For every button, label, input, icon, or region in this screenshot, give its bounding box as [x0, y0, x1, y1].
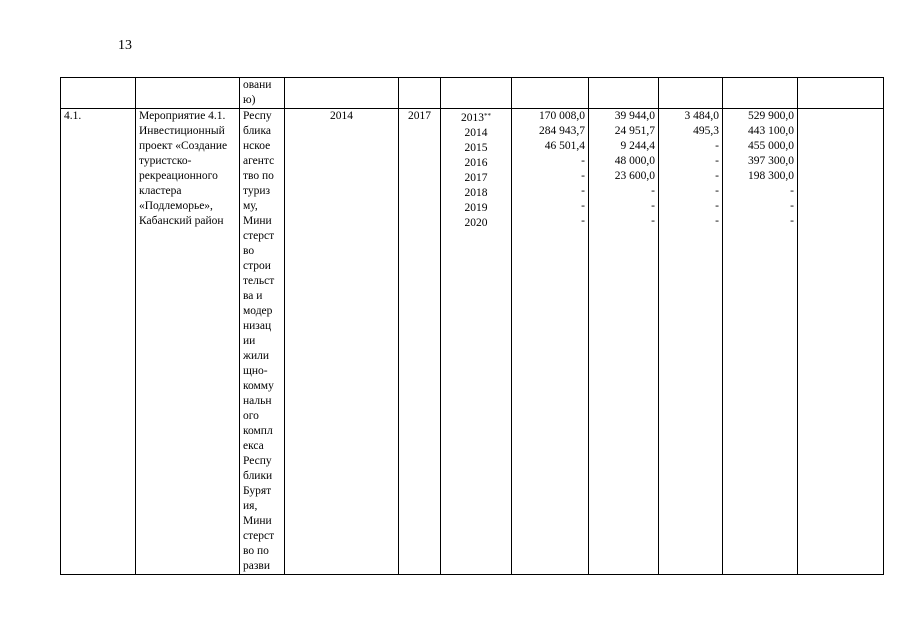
value-cell: 24 951,7 — [614, 125, 655, 137]
value-cell: 495,3 — [693, 125, 719, 137]
year-footnote-mark: ** — [484, 112, 491, 120]
value-cell: - — [715, 155, 719, 167]
cont-responsible-text: овани ю) — [243, 79, 272, 106]
value-cell: - — [715, 215, 719, 227]
extra-cell — [798, 109, 884, 575]
col-a-cell — [512, 109, 589, 575]
value-cell: - — [581, 185, 585, 197]
value-cell: - — [715, 185, 719, 197]
year-value: 2018 — [464, 187, 488, 199]
year-value: 2015 — [464, 142, 488, 154]
cont-years-cell — [441, 78, 512, 109]
year-list — [444, 109, 508, 231]
value-cell: 529 900,0 — [748, 110, 794, 122]
value-cell: - — [581, 155, 585, 167]
year-entry — [444, 126, 508, 141]
years-cell — [441, 109, 512, 575]
measure-row — [61, 109, 884, 575]
cont-col-a-cell — [512, 78, 589, 109]
value-cell: - — [651, 185, 655, 197]
year-entry — [444, 201, 508, 216]
measure-name: Мероприятие 4.1. Инвестиционный проект «Создание туристско- рекреационного кластера «Подлеморье», Кабанский район — [139, 110, 228, 227]
cont-col-d-cell — [723, 78, 798, 109]
responsible-text: Респу блика нское агентс тво по туриз му, Мини стерст во строи тельст ва и модер низац ии жили щно- комму нальн ого компл екса Респу блики Бурят ия, Мини стерст во по разви — [243, 110, 275, 572]
value-cell: - — [715, 140, 719, 152]
year-entry — [444, 109, 508, 126]
value-cell: 198 300,0 — [748, 170, 794, 182]
year-value: 2017 — [464, 172, 488, 184]
cont-index-cell — [61, 78, 136, 109]
value-cell: 397 300,0 — [748, 155, 794, 167]
cont-col-c-cell — [659, 78, 723, 109]
end-year-cell — [399, 109, 441, 575]
value-cell: 9 244,4 — [620, 140, 655, 152]
year-entry — [444, 141, 508, 156]
value-cell: - — [715, 200, 719, 212]
col-d-cell — [723, 109, 798, 575]
col-a-values — [515, 109, 585, 229]
cont-start-cell — [285, 78, 399, 109]
value-cell: - — [581, 215, 585, 227]
year-value: 2014 — [464, 127, 488, 139]
name-cell — [136, 109, 240, 575]
value-cell: 23 600,0 — [614, 170, 655, 182]
value-cell: - — [715, 170, 719, 182]
program-table — [60, 77, 884, 575]
col-d-values — [726, 109, 794, 229]
col-c-cell — [659, 109, 723, 575]
col-b-values — [592, 109, 655, 229]
value-cell: 455 000,0 — [748, 140, 794, 152]
year-value: 2020 — [464, 217, 488, 229]
col-b-cell — [589, 109, 659, 575]
value-cell: - — [790, 200, 794, 212]
value-cell: - — [581, 170, 585, 182]
value-cell: 46 501,4 — [544, 140, 585, 152]
row-index: 4.1. — [64, 110, 82, 122]
value-cell: 39 944,0 — [614, 110, 655, 122]
continuation-row — [61, 78, 884, 109]
end-year: 2017 — [408, 110, 431, 122]
year-entry — [444, 171, 508, 186]
year-entry — [444, 186, 508, 201]
value-cell: - — [790, 215, 794, 227]
year-entry — [444, 216, 508, 231]
year-value: 2019 — [464, 202, 488, 214]
index-cell — [61, 109, 136, 575]
cont-name-cell — [136, 78, 240, 109]
value-cell: - — [651, 215, 655, 227]
start-year-cell — [285, 109, 399, 575]
start-year: 2014 — [330, 110, 353, 122]
cont-end-cell — [399, 78, 441, 109]
page-number: 13 — [118, 38, 132, 53]
year-value: 2016 — [464, 157, 488, 169]
cont-responsible-cell — [240, 78, 285, 109]
cont-col-b-cell — [589, 78, 659, 109]
value-cell: - — [790, 185, 794, 197]
responsible-cell — [240, 109, 285, 575]
value-cell: 170 008,0 — [539, 110, 585, 122]
value-cell: - — [581, 200, 585, 212]
value-cell: 3 484,0 — [684, 110, 719, 122]
value-cell: 443 100,0 — [748, 125, 794, 137]
value-cell: 284 943,7 — [539, 125, 585, 137]
col-c-values — [662, 109, 719, 229]
cont-extra-cell — [798, 78, 884, 109]
year-value: 2013 — [461, 112, 484, 124]
value-cell: - — [651, 200, 655, 212]
value-cell: 48 000,0 — [614, 155, 655, 167]
year-entry — [444, 156, 508, 171]
